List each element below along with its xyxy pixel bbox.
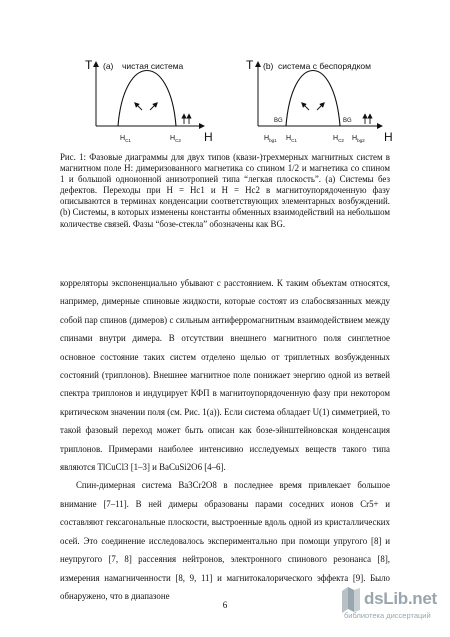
- diagram-b-phase-boundary: [286, 71, 340, 127]
- diagram-a-hc2: $H_{C2}$: [170, 135, 181, 143]
- diagram-b-panel-label: (b): [263, 61, 274, 71]
- spin-arrow-icon: [136, 104, 142, 110]
- diagram-a-hc1: $H_{C1}$: [120, 135, 131, 143]
- spin-arrow-icon: [317, 104, 323, 110]
- paragraph: Спин-димерная система Ba3Cr2O8 в последнее время привлекает большое внимание [7–11]. В ней димеры образованы парами соседних ионов Cr5+ и составляют гексагональные плоскости, выстроенные вдоль одной из кристаллических осей. Это соединение исследовалось экспериментально при помощи упругого [8] и неупругого [7, 8] рассеяния нейтронов, электронного спинового резонанса [8], измерения намагниченности [8, 9, 11] и магнитокалорического эффекта [9]. Было обнаружено, что в диапазоне: [60, 480, 390, 601]
- diagram-b-hc1: $H_{C1}$: [286, 135, 297, 143]
- bg-label-right: BG: [343, 118, 352, 124]
- diagram-a-phase-boundary: [118, 71, 176, 127]
- body-text: [60, 274, 390, 605]
- diagram-b-x-label: H: [384, 130, 393, 144]
- figure-caption: Рис. 1: Фазовые диаграммы для двух типов (квази-)трехмерных магнитных систем в магнитном поле H: димеризованного магнетика со спином 1/2 и магнетика со спином 1 и большой одноионной анизотропией типа “легкая плоскость”. (a) Системы без дефектов. Переходы при H = Hc1 и H = Hc2 в магнитоупорядоченную фазу описываются в терминах конденсации соответствующих элементарных возбуждений. (b) Системы, в которых изменены константы обменных взаимодействий на небольшом количестве связей. Фазы “бозе-стекла” обозначены как BG.: [60, 152, 390, 229]
- watermark-brand: dsLib.net: [364, 589, 437, 608]
- diagram-b-y-label: T: [246, 58, 254, 72]
- diagram-b-hbg2: $H_{bg2}$: [352, 135, 365, 143]
- page-number: 6: [222, 600, 228, 610]
- diagram-a-y-label: T: [85, 58, 93, 72]
- watermark: [340, 583, 446, 625]
- diagram-a-title: чистая система: [122, 61, 184, 71]
- spin-arrow-icon: [150, 104, 156, 110]
- diagram-b: [246, 58, 393, 144]
- diagram-b-hc2: $H_{C2}$: [333, 135, 344, 143]
- paragraph: корреляторы экспоненциально убывают с расстоянием. К таким объектам относятся, например, димерные спиновые жидкости, которые состоят из слабосвязанных между собой пар спинов (димеров) с сильным антиферромагнитным взаимодействием между спинами внутри димера. В отсутствии внешнего магнитного поля синглетное основное состояние таких систем отделено щелью от триплетных возбужденных состояний (триплонов). Внешнее магнитное поле понижает энергию одной из ветвей спектра триплонов и индуцирует КФП в магнитоупорядоченную фазу при некотором критическом значении поля (см. Рис. 1(a)). Если система обладает U(1) симметрией, то такой фазовый переход может быть описан как бозе-эйнштейновская конденсация триплонов. Примерами наиболее интенсивно исследуемых веществ такого типа являются TlCuCl3 [1–3] и BaCuSi2O6 [4–6].: [60, 278, 390, 473]
- bg-label-left: BG: [274, 118, 283, 124]
- diagram-a-panel-label: (a): [103, 61, 114, 71]
- diagram-a-x-label: H: [204, 130, 213, 144]
- figure-phase-diagrams: [0, 0, 450, 150]
- diagram-b-title: система с беспорядком: [278, 61, 371, 71]
- diagram-a: [85, 58, 213, 144]
- diagram-b-hbg1: $H_{bg1}$: [264, 135, 277, 143]
- watermark-tagline: библиотека диссертаций: [344, 611, 431, 620]
- spin-arrow-icon: [303, 104, 309, 110]
